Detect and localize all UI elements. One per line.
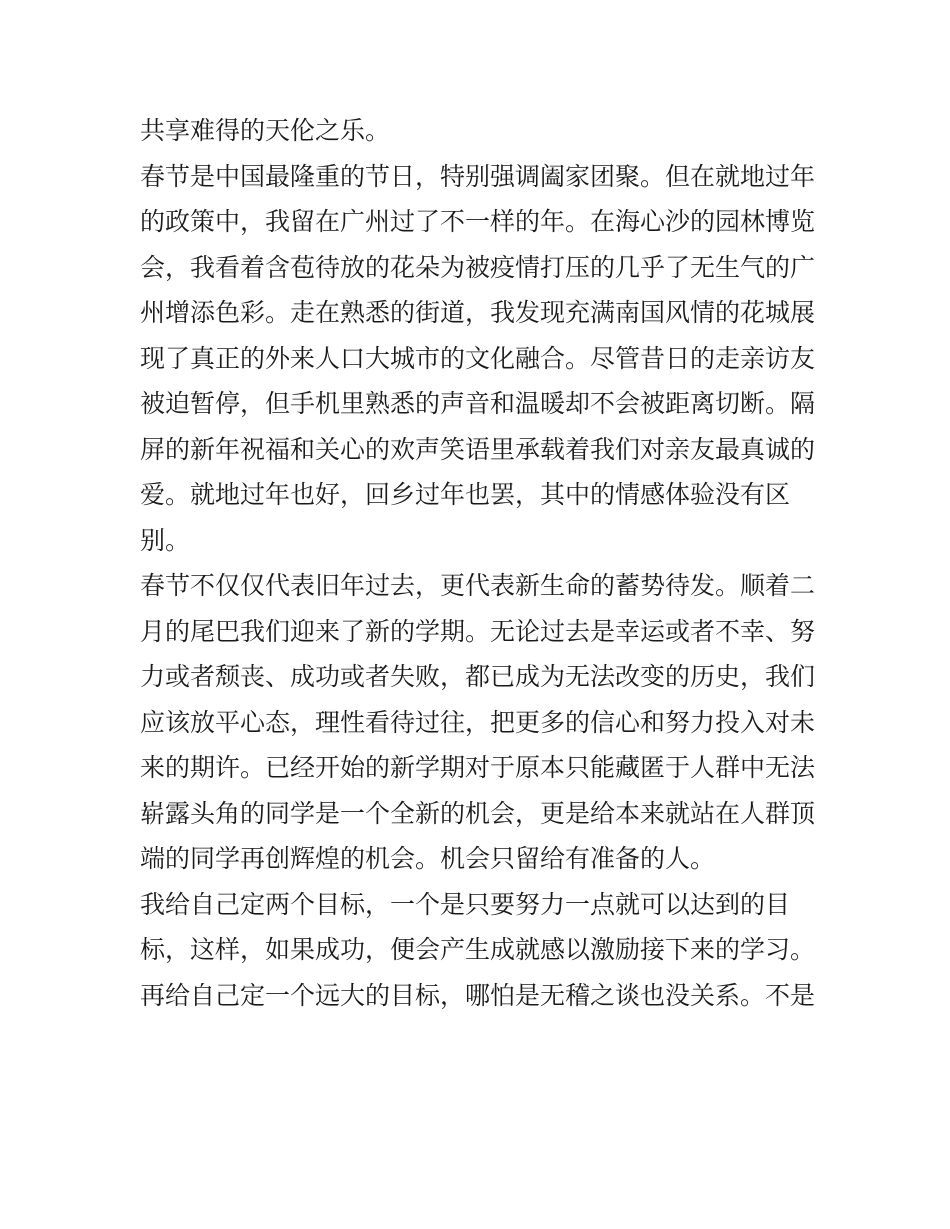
text-line: 再给自己定一个远大的目标，哪怕是无稽之谈也没关系。不是 — [140, 980, 816, 1010]
text-line: 月的尾巴我们迎来了新的学期。无论过去是幸运或者不幸、努 — [140, 616, 816, 646]
text-line: 应该放平心态，理性看待过往，把更多的信心和努力投入对未 — [140, 707, 816, 737]
text-line: 屏的新年祝福和关心的欢声笑语里承载着我们对亲友最真诚的 — [140, 434, 816, 464]
text-line: 标，这样，如果成功，便会产生成就感以激励接下来的学习。 — [140, 935, 816, 964]
text-line: 春节是中国最隆重的节日，特别强调阖家团聚。但在就地过年 — [140, 161, 816, 191]
text-line: 崭露头角的同学是一个全新的机会，更是给本来就站在人群顶 — [140, 798, 816, 828]
text-line: 别。 — [140, 525, 191, 555]
text-line: 会，我看着含苞待放的花朵为被疫情打压的几乎了无生气的广 — [140, 252, 816, 282]
text-line: 的政策中，我留在广州过了不一样的年。在海心沙的园林博览 — [140, 207, 816, 236]
text-line: 州增添色彩。走在熟悉的街道，我发现充满南国风情的花城展 — [140, 298, 816, 327]
text-line: 我给自己定两个目标，一个是只要努力一点就可以达到的目 — [140, 889, 791, 919]
text-line: 春节不仅仅代表旧年过去，更代表新生命的蓄势待发。顺着二 — [140, 571, 816, 600]
document-body — [140, 108, 820, 1018]
text-line: 被迫暂停，但手机里熟悉的声音和温暖却不会被距离切断。隔 — [140, 389, 816, 418]
text-line: 来的期许。已经开始的新学期对于原本只能藏匿于人群中无法 — [140, 753, 816, 782]
text-line: 现了真正的外来人口大城市的文化融合。尽管昔日的走亲访友 — [140, 343, 816, 373]
text-line: 力或者颓丧、成功或者失败，都已成为无法改变的历史，我们 — [140, 662, 816, 691]
text-line: 共享难得的天伦之乐。 — [140, 116, 391, 145]
text-line: 爱。就地过年也好，回乡过年也罢，其中的情感体验没有区 — [140, 480, 791, 509]
text-line: 端的同学再创辉煌的机会。机会只留给有准备的人。 — [140, 844, 716, 873]
